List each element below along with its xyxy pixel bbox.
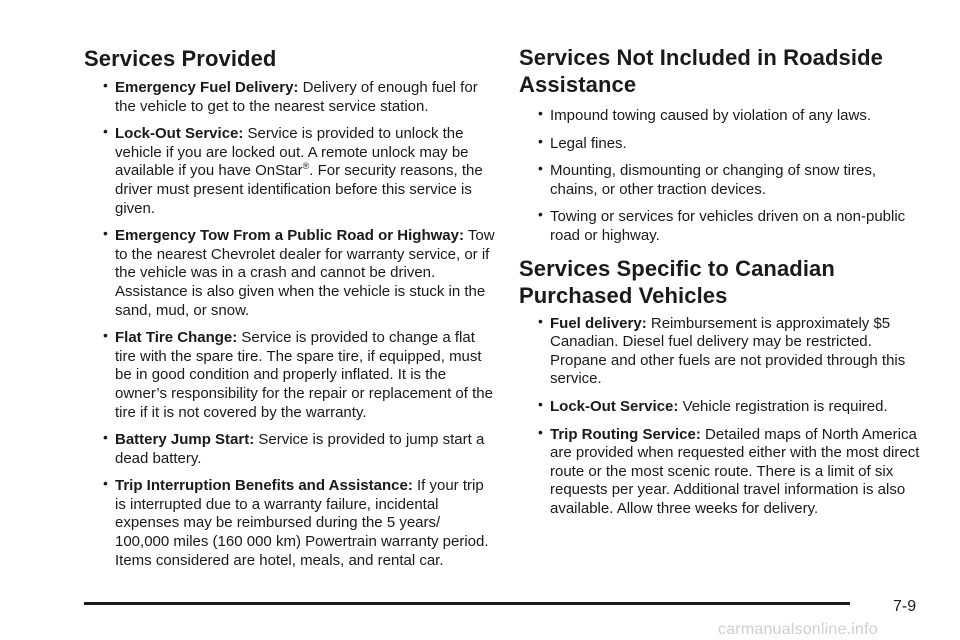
services-not-included-list (519, 107, 927, 246)
list-item (84, 125, 496, 218)
item-text: Delivery of enough fuel for the vehicle to get to the nearest service station. (115, 79, 478, 115)
list-item (84, 431, 496, 468)
item-text: Legal fines. (550, 134, 627, 152)
list-item (519, 208, 927, 245)
item-term: Emergency Fuel Delivery: (115, 79, 299, 96)
item-text: If your trip is interrupted due to a warranty failure, incidental expenses may be reimbursed during the 5 years/ 100,000 miles (160 000 km) Powertrain warranty period. Items considered are hotel, meals, and rental car. (115, 477, 489, 569)
list-item (519, 132, 927, 154)
bullet-icon: • (103, 225, 108, 242)
list-item (84, 477, 496, 570)
bullet-icon: • (538, 132, 543, 149)
bullet-icon: • (103, 77, 108, 93)
bullet-icon: • (538, 105, 543, 121)
list-item (519, 423, 927, 519)
item-term: Battery Jump Start: (115, 431, 255, 449)
heading-services-provided: Services Provided (84, 46, 277, 71)
item-text: Mounting, dismounting or changing of snow tires, chains, or other traction devices. (550, 162, 877, 198)
watermark: carmanualsonline.info (718, 621, 878, 638)
item-text: Vehicle registration is required. (678, 397, 888, 415)
list-item (84, 227, 496, 320)
item-text: Towing or services for vehicles driven on a non-public road or highway. (550, 208, 906, 244)
item-text: Impound towing caused by violation of any laws. (550, 107, 872, 124)
list-item (519, 312, 927, 389)
item-text-continued: . For security reasons, the driver must present identification before this service is given. (115, 162, 483, 217)
item-term: Lock-Out Service: (115, 125, 244, 143)
footer-rule (84, 602, 850, 605)
list-item (84, 329, 496, 422)
right-column (519, 0, 927, 528)
list-item (519, 162, 927, 199)
registered-mark: ® (302, 161, 310, 172)
heading-canadian-services: Services Specific to Canadian Purchased Vehicles (519, 255, 835, 308)
item-term: Lock-Out Service: (550, 397, 679, 415)
item-term: Trip Interruption Benefits and Assistance: (115, 477, 413, 495)
list-item (519, 395, 927, 417)
list-item (84, 79, 496, 116)
bullet-icon: • (538, 160, 543, 177)
item-term: Trip Routing Service: (550, 425, 701, 443)
page-number: 7-9 (893, 598, 917, 615)
item-text: Service is provided to unlock the vehicle if you are locked out. A remote unlock may be available if you have OnStar (115, 125, 469, 180)
bullet-icon: • (103, 429, 108, 446)
bullet-icon: • (538, 312, 543, 329)
item-text: Service is provided to change a flat tire with the spare tire. The spare tire, if equipped, must be in good condition and properly inflated. It is the owner’s responsibility for the repair or replacement of the tire if it is not covered by the warranty. (115, 329, 493, 421)
services-provided-list (84, 79, 496, 570)
bullet-icon: • (538, 423, 543, 440)
item-text: Service is provided to jump start a dead battery. (115, 431, 485, 467)
canadian-services-list (519, 312, 927, 519)
left-column (84, 0, 496, 579)
bullet-icon: • (538, 206, 543, 223)
item-text: Reimbursement is approximately $5 Canadian. Diesel fuel delivery may be restricted. Propane and other fuels are not provided through this service. (550, 314, 906, 388)
item-text: Detailed maps of North America are provided when requested either with the most direct route or the most scenic route. There is a limit of six requests per year. Additional travel information is also available. Allow three weeks for delivery. (550, 425, 920, 517)
item-term: Flat Tire Change: (115, 329, 238, 347)
list-item (519, 107, 927, 126)
bullet-icon: • (538, 395, 543, 412)
item-text: Tow to the nearest Chevrolet dealer for warranty service, or if the vehicle was in a crash and cannot be driven. Assistance is also given when the vehicle is stuck in the sand, mud, or snow. (115, 227, 495, 319)
item-term: Fuel delivery: (550, 314, 647, 332)
bullet-icon: • (103, 327, 108, 344)
bullet-icon: • (103, 475, 108, 492)
heading-services-not-included: Services Not Included in Roadside Assistance (519, 45, 883, 97)
bullet-icon: • (103, 123, 108, 140)
item-term: Emergency Tow From a Public Road or Highway: (115, 227, 464, 245)
